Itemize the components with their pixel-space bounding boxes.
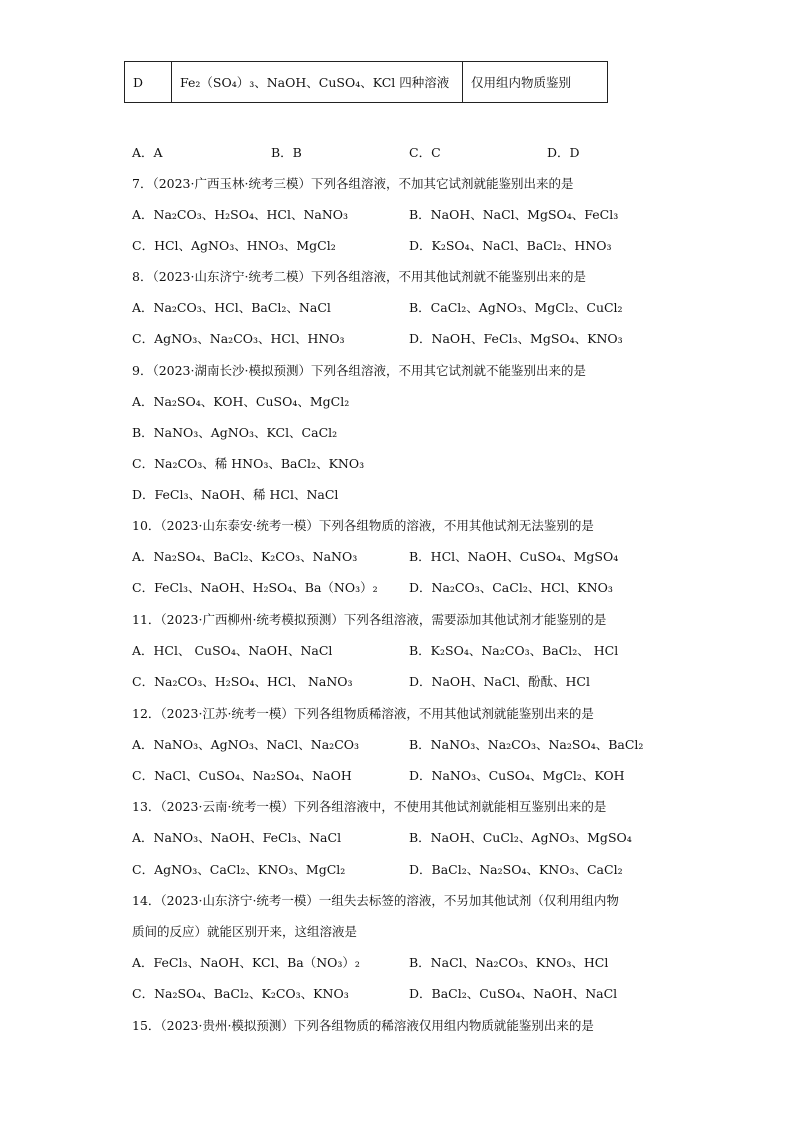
q13-option-b: B．NaOH、CuCl₂、AgNO₃、MgSO₄ — [409, 830, 632, 845]
question-stem-8: 8．（2023·山东济宁·统考二模）下列各组溶液，不用其他试剂就不能鉴别出来的是 — [132, 269, 586, 284]
q14-option-a: A．FeCl₃、NaOH、KCl、Ba（NO₃）₂ — [132, 955, 360, 970]
question-stem-10: 10．（2023·山东泰安·统考一模）下列各组物质的溶液，不用其他试剂无法鉴别的是 — [132, 518, 594, 533]
question-stem-15: 15．（2023·贵州·模拟预测）下列各组物质的稀溶液仅用组内物质就能鉴别出来的是 — [132, 1018, 594, 1033]
q9-option-d: D．FeCl₃、NaOH、稀 HCl、NaCl — [132, 487, 339, 502]
q13-option-a: A．NaNO₃、NaOH、FeCl₃、NaCl — [132, 830, 342, 845]
table-cell-substances: Fe₂（SO₄）₃、NaOH、CuSO₄、KCl 四种溶液 — [172, 62, 463, 103]
table-row — [125, 62, 608, 103]
question-stem-14: 14．（2023·山东济宁·统考一模）一组失去标签的溶液，不另加其他试剂（仅利用组内物 — [132, 893, 619, 908]
q8-option-b: B．CaCl₂、AgNO₃、MgCl₂、CuCl₂ — [409, 300, 623, 315]
q13-option-c: C．AgNO₃、CaCl₂、KNO₃、MgCl₂ — [132, 862, 346, 877]
q9-option-b: B．NaNO₃、AgNO₃、KCl、CaCl₂ — [132, 425, 338, 440]
table-cell-label: D — [125, 62, 172, 103]
q14-option-c: C．Na₂SO₄、BaCl₂、K₂CO₃、KNO₃ — [132, 986, 349, 1001]
q8-option-c: C．AgNO₃、Na₂CO₃、HCl、HNO₃ — [132, 331, 345, 346]
question-stem-11: 11．（2023·广西柳州·统考模拟预测）下列各组溶液，需要添加其他试剂才能鉴别的是 — [132, 612, 607, 627]
q11-option-a: A．HCl、 CuSO₄、NaOH、NaCl — [132, 643, 333, 658]
q12-option-a: A．NaNO₃、AgNO₃、NaCl、Na₂CO₃ — [132, 737, 360, 752]
q12-option-b: B．NaNO₃、Na₂CO₃、Na₂SO₄、BaCl₂ — [409, 737, 644, 752]
question-stem-12: 12．（2023·江苏·统考一模）下列各组物质稀溶液，不用其他试剂就能鉴别出来的是 — [132, 706, 594, 721]
q11-option-b: B．K₂SO₄、Na₂CO₃、BaCl₂、 HCl — [409, 643, 619, 658]
q11-option-c: C．Na₂CO₃、H₂SO₄、HCl、 NaNO₃ — [132, 674, 353, 689]
q10-option-c: C．FeCl₃、NaOH、H₂SO₄、Ba（NO₃）₂ — [132, 580, 378, 595]
q9-option-a: A．Na₂SO₄、KOH、CuSO₄、MgCl₂ — [132, 394, 350, 409]
q10-option-d: D．Na₂CO₃、CaCl₂、HCl、KNO₃ — [409, 580, 613, 595]
q6-option-d: D．D — [547, 145, 580, 160]
question-stem-13: 13．（2023·云南·统考一模）下列各组溶液中，不使用其他试剂就能相互鉴别出来的是 — [132, 799, 607, 814]
question-stem-7: 7．（2023·广西玉林·统考三模）下列各组溶液，不加其它试剂就能鉴别出来的是 — [132, 176, 574, 191]
question-stem-14-continued: 质间的反应）就能区别开来，这组溶液是 — [132, 924, 358, 939]
q7-option-d: D．K₂SO₄、NaCl、BaCl₂、HNO₃ — [409, 238, 612, 253]
option-table — [124, 61, 608, 103]
q6-option-a: A．A — [132, 145, 163, 160]
q11-option-d: D．NaOH、NaCl、酚酞、HCl — [409, 674, 590, 689]
q6-option-c: C．C — [409, 145, 441, 160]
q8-option-a: A．Na₂CO₃、HCl、BaCl₂、NaCl — [132, 300, 331, 315]
table-cell-method: 仅用组内物质鉴别 — [463, 62, 608, 103]
q9-option-c: C．Na₂CO₃、稀 HNO₃、BaCl₂、KNO₃ — [132, 456, 365, 471]
q6-option-b: B．B — [271, 145, 302, 160]
q10-option-a: A．Na₂SO₄、BaCl₂、K₂CO₃、NaNO₃ — [132, 549, 358, 564]
q12-option-c: C．NaCl、CuSO₄、Na₂SO₄、NaOH — [132, 768, 352, 783]
q10-option-b: B．HCl、NaOH、CuSO₄、MgSO₄ — [409, 549, 619, 564]
q13-option-d: D．BaCl₂、Na₂SO₄、KNO₃、CaCl₂ — [409, 862, 623, 877]
q7-option-b: B．NaOH、NaCl、MgSO₄、FeCl₃ — [409, 207, 619, 222]
question-stem-9: 9．（2023·湖南长沙·模拟预测）下列各组溶液，不用其它试剂就不能鉴别出来的是 — [132, 363, 586, 378]
q8-option-d: D．NaOH、FeCl₃、MgSO₄、KNO₃ — [409, 331, 623, 346]
q14-option-d: D．BaCl₂、CuSO₄、NaOH、NaCl — [409, 986, 618, 1001]
q7-option-a: A．Na₂CO₃、H₂SO₄、HCl、NaNO₃ — [132, 207, 349, 222]
q7-option-c: C．HCl、AgNO₃、HNO₃、MgCl₂ — [132, 238, 336, 253]
q14-option-b: B．NaCl、Na₂CO₃、KNO₃、HCl — [409, 955, 609, 970]
q12-option-d: D．NaNO₃、CuSO₄、MgCl₂、KOH — [409, 768, 625, 783]
